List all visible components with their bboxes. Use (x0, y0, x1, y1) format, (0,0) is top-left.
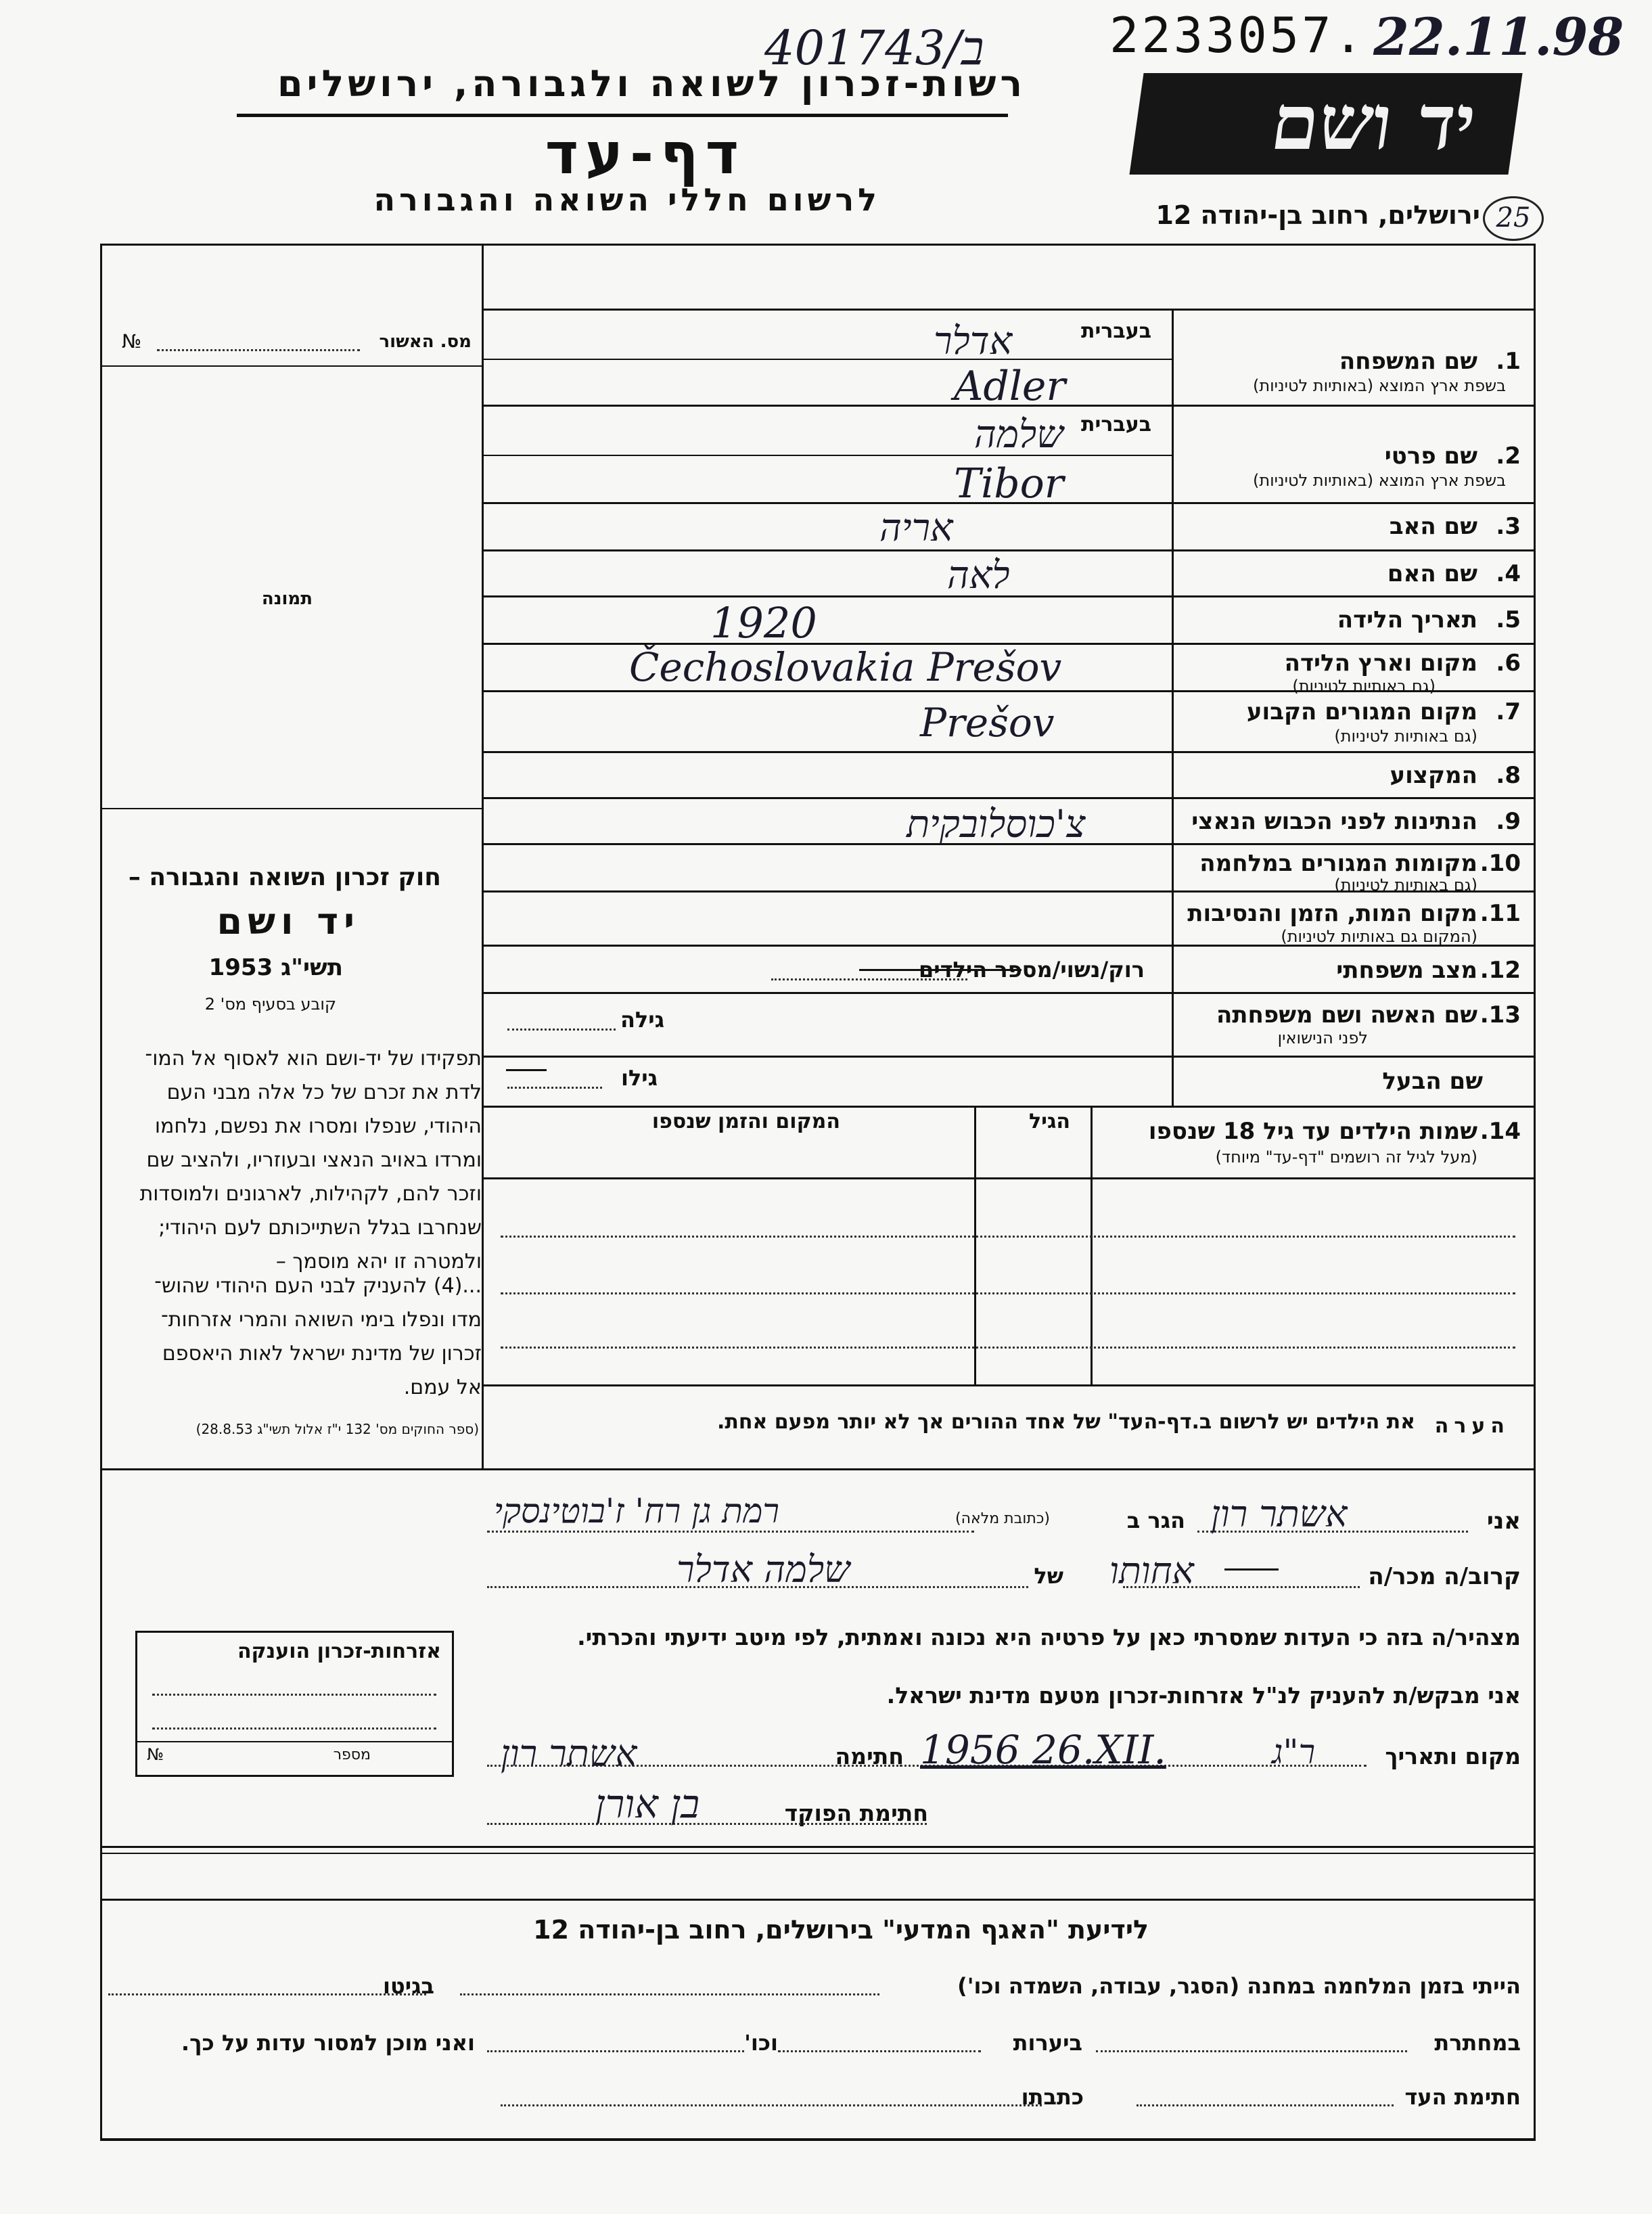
decl-address-label: (כתובת מלאה) (955, 1510, 1050, 1527)
children-place-header: המקום והזמן שנספו (651, 1110, 840, 1133)
decl-i-label: אני (1486, 1508, 1521, 1535)
field-6-label: מקום וארץ הלידה (1284, 650, 1477, 677)
decl-signature-label: חתימה (835, 1743, 904, 1769)
footer-line2-end: ואני מוכן למסור עדות על כך. (181, 2030, 475, 2056)
husband-age-dots (507, 1087, 602, 1089)
form-title: דף-עד (545, 120, 745, 187)
children-age-col-left (974, 1106, 976, 1384)
first-name-hebrew[interactable]: שלמה (974, 413, 1063, 457)
row-sep (482, 1106, 1536, 1108)
field-3-number: 3. (1496, 513, 1521, 540)
law-text (96, 1042, 482, 1279)
children-sub: (מעל לגיל זה רושמים "דף-עד" מיוחד) (1215, 1148, 1477, 1167)
children-bottom (482, 1384, 1536, 1386)
photo-label: תמונה (261, 589, 313, 609)
family-name-hebrew[interactable]: אדלר (934, 319, 1013, 363)
marital-status-options: רוק/נשוי/מספר הילדים (919, 957, 1145, 982)
wife-age-dots (507, 1029, 616, 1031)
field-7-label: מקום המגורים הקבוע (1246, 698, 1477, 725)
field-12-number: 12. (1479, 957, 1521, 984)
marital-status-strike (859, 969, 1022, 971)
family-name-latin[interactable]: Adler (954, 363, 1066, 410)
footer-ghetto-dots (108, 1993, 426, 1995)
citizenship-box-line (152, 1694, 436, 1696)
law-year: תשי"ג 1953 (208, 954, 343, 981)
row-sep (482, 992, 1536, 994)
field-5-label: תאריך הלידה (1337, 606, 1477, 633)
citizenship-box (135, 1631, 454, 1777)
circled-mark (1483, 196, 1544, 241)
footer-line2-dots (487, 2050, 744, 2052)
field-4-number: 4. (1496, 560, 1521, 587)
law-text-line: ולמטרה זו יהא מוסמך – (275, 1250, 482, 1273)
law-text-line: וזכר להם, לקהילות, לארגונים ולמוסדות (139, 1182, 482, 1206)
frame-bottom (100, 1899, 1536, 1901)
relation-strike (1224, 1568, 1279, 1571)
field-1-sub: בשפת ארץ המוצא (באותיות לטיניות) (1253, 376, 1506, 395)
footer-line2-dots (1096, 2050, 1407, 2052)
field-6-sub: (גם באותיות לטיניות) (1292, 677, 1436, 696)
footer-line1-dots (460, 1993, 879, 1995)
footer-line2-start: במחתרת (1434, 2030, 1521, 2056)
law-text-line: מדו ונפלו בימי השואה והמרי אזרחות־ (160, 1308, 482, 1332)
form-subtitle: לרשום חללי השואה והגבורה (373, 181, 881, 218)
field-11-number: 11. (1479, 900, 1521, 927)
decl-residing-label: הגר ב (1126, 1508, 1185, 1533)
citizenship-box-no: № (147, 1745, 164, 1764)
footer-line1-end: בגיטו (383, 1973, 434, 1999)
top-strip-line (482, 309, 1536, 311)
field-4-label: שם האם (1387, 560, 1477, 587)
field-7-number: 7. (1496, 698, 1521, 725)
footer-line2-mid1: ביערות (1013, 2030, 1082, 2056)
law-section: קובע בסעיף מס' 2 (204, 995, 336, 1014)
field-10-sub: (גם באותיות לטיניות) (1334, 876, 1477, 895)
footer-frame-left (100, 1899, 102, 2140)
field-9-label: הנתינות לפני הכבוש הנאצי (1191, 808, 1477, 835)
footer-line2-dots (778, 2050, 981, 2052)
row-sub-sep (482, 359, 1172, 360)
field-8-number: 8. (1496, 762, 1521, 789)
stamp-handwritten-date: 22.11.98 (1373, 7, 1624, 67)
approval-label: מס. האשור (379, 332, 472, 352)
left-panel-approval-line (100, 365, 482, 367)
yad-vashem-logo (1129, 73, 1522, 175)
archive-number: 401743/ב (764, 20, 984, 76)
children-header-line (482, 1177, 1536, 1179)
mother-name[interactable]: לאה (947, 554, 1010, 597)
approval-dots (157, 349, 360, 351)
field-11-label: מקום המות, הזמן והנסיבות (1187, 900, 1477, 927)
footer-frame-right (1534, 1899, 1536, 2140)
decl-place-date-label: מקום ותאריך (1385, 1743, 1521, 1769)
decl-date[interactable]: 1956 26.XII. (920, 1727, 1166, 1773)
field-8-label: המקצוע (1390, 762, 1477, 789)
relation[interactable]: אחותו (1109, 1550, 1194, 1592)
decl-statement-2: אני מבקש/ת להעניק לנ"ל אזרחות-זכרון מטעם מדינת ישראל. (886, 1682, 1521, 1709)
frame-right (1534, 244, 1536, 1900)
address: ירושלים, רחוב בן-יהודה 12 (1155, 200, 1480, 230)
husband-age-label: גילו (620, 1065, 658, 1091)
row-sep (482, 549, 1536, 551)
field-10-label: מקומות המגורים במלחמה (1199, 850, 1477, 877)
label-column-divider (1172, 309, 1174, 1106)
law-text-line: תפקידו של יד-ושם הוא לאסוף אל המו־ (145, 1047, 482, 1070)
field-3-label: שם האב (1389, 513, 1477, 540)
footer-address-dots (501, 2104, 1042, 2106)
note-label: הערה (1434, 1414, 1510, 1438)
footer-line1: הייתי בזמן המלחמה במחנה (הסגר, עבודה, השמדה וכו') (957, 1973, 1521, 1999)
children-label: שמות הילדים עד גיל 18 שנספו (1148, 1118, 1477, 1145)
field-2-hebrew-tag: בעברית (1081, 413, 1151, 436)
decl-of-label: של (1034, 1563, 1063, 1589)
law-text-line: שנחרבו בגלל השתייכותם לעם היהודי; (158, 1216, 482, 1240)
authority-line: רשות-זכרון לשואה ולגבורה, ירושלים (277, 62, 1026, 105)
nationality[interactable]: צ'כוסלובקית (907, 803, 1086, 846)
field-13-number: 13. (1479, 1001, 1521, 1029)
birth-place[interactable]: Čechoslovakia Prešov (629, 644, 1062, 690)
decl-relative-label: קרוב/ה מכר/ה (1368, 1563, 1521, 1590)
field-9-number: 9. (1496, 808, 1521, 835)
children-age-col-right (1091, 1106, 1093, 1384)
informant-name[interactable]: אשתר רון (1211, 1493, 1348, 1535)
field-13-sub: לפני הנישואין (1277, 1029, 1368, 1047)
footer-witness-dots (1137, 2104, 1394, 2106)
decl-place[interactable]: ר"ג (1272, 1732, 1316, 1771)
circled-mark-text: 25 (1496, 202, 1531, 233)
children-row-line (501, 1292, 1515, 1294)
law-text-line: היהודי, שנפלו ומסרו את נפשם, נלחמו (154, 1114, 482, 1138)
logo-text: יד ושם (1265, 78, 1482, 167)
officer-signature-dots (487, 1823, 927, 1825)
citizenship-box-title: אזרחות-זכרון הוענקה (237, 1640, 441, 1663)
footer-line2-mid2: וכו' (744, 2030, 778, 2056)
children-row-line (501, 1236, 1515, 1238)
law-title: חוק זכרון השואה והגבורה – (128, 863, 441, 891)
law-text-line: ומרדו באויב הנאצי ובעוזריו, ולהציב שם (146, 1148, 482, 1172)
footer-line3-end: כתבתו (1021, 2084, 1084, 2110)
row-sep (482, 797, 1536, 799)
children-age-header: הגיל (1029, 1110, 1070, 1133)
law-text-line: אל עמם. (403, 1376, 482, 1399)
footer-double-top (100, 1853, 1536, 1854)
note-text: את הילדים יש לרשום ב.דף-העד" של אחד ההורים אך לא יותר מפעם אחת. (716, 1410, 1415, 1434)
row-sub-sep (482, 455, 1172, 456)
row-sep (482, 1056, 1536, 1058)
field-2-number: 2. (1496, 443, 1521, 470)
field-10-number: 10. (1479, 850, 1521, 877)
field-husband-label: שם הבעל (1382, 1068, 1483, 1095)
field-1-label: שם המשפחה (1339, 348, 1477, 375)
footer-title: לידיעת "האגף המדעי" בירושלים, רחוב בן-יהודה 12 (533, 1915, 1149, 1945)
left-panel-photo-bottom (100, 808, 482, 809)
field-2-sub: בשפת ארץ המוצא (באותיות לטיניות) (1253, 471, 1506, 490)
law-text-line: ...(4) להעניק לבני העם היהודי שהוש־ (154, 1274, 482, 1298)
frame-top (100, 244, 1536, 246)
law-text-line: זכרון של מדינת ישראל לאות היאספם (162, 1342, 482, 1365)
decl-address-dots (487, 1531, 974, 1533)
stamp-number: 2233057. (1109, 7, 1366, 64)
citizenship-box-number-label: מספר (333, 1746, 371, 1763)
law-reference: (ספר החוקים מס' 132 י"ז אלול תשי"ג 28.8.53) (196, 1421, 479, 1437)
field-13-label: שם האשה ושם משפחתה (1216, 1001, 1477, 1029)
victim-name[interactable]: שלמה אדלר (676, 1548, 850, 1591)
footer-line3-start: חתימת העד (1404, 2084, 1521, 2110)
law-text-2 (96, 1269, 482, 1405)
birth-date[interactable]: 1920 (710, 598, 817, 648)
row-sep (482, 751, 1536, 753)
authority-underline (237, 114, 1008, 117)
field-6-number: 6. (1496, 650, 1521, 677)
husband-age-strike (506, 1069, 547, 1071)
children-number: 14. (1479, 1118, 1521, 1145)
father-name[interactable]: אריה (879, 506, 953, 550)
citizenship-box-line (152, 1727, 436, 1730)
field-2-label: שם פרטי (1384, 443, 1477, 470)
officer-signature-label: חתימת הפוקד (784, 1800, 928, 1826)
field-1-hebrew-tag: בעברית (1081, 319, 1151, 343)
approval-no-sign: № (122, 330, 142, 353)
declaration-bottom (100, 1846, 1536, 1848)
wife-age-label: גילה (620, 1007, 664, 1033)
first-name-latin[interactable]: Tibor (954, 460, 1064, 507)
residence[interactable]: Prešov (920, 700, 1055, 746)
decl-signature[interactable]: אשתר רון (501, 1732, 637, 1775)
children-row-line (501, 1347, 1515, 1349)
note-bottom (100, 1468, 1536, 1470)
law-name: יד ושם (216, 900, 360, 943)
footer-frame-bottom (100, 2138, 1536, 2141)
field-11-sub: (המקום גם באותיות לטיניות) (1281, 927, 1477, 946)
field-5-number: 5. (1496, 606, 1521, 633)
law-text-line: לדת את זכרם של כל אלה מבני העם (166, 1081, 482, 1104)
decl-statement-1: מצהיר/ה בזה כי העדות שמסרתי כאן על פרטיה היא נכונה ואמתית, לפי מיטב ידיעתי והכרתי. (577, 1624, 1521, 1650)
left-panel-divider (482, 244, 484, 1468)
officer-signature[interactable]: בן אורן (595, 1781, 700, 1827)
field-7-sub: (גם באותיות לטיניות) (1334, 727, 1477, 746)
field-1-number: 1. (1496, 348, 1521, 375)
field-12-label: מצב משפחתי (1336, 957, 1477, 984)
citizenship-box-inner (137, 1741, 452, 1742)
informant-address[interactable]: רמת גן רח' ז'בוטינסקי (494, 1491, 779, 1531)
